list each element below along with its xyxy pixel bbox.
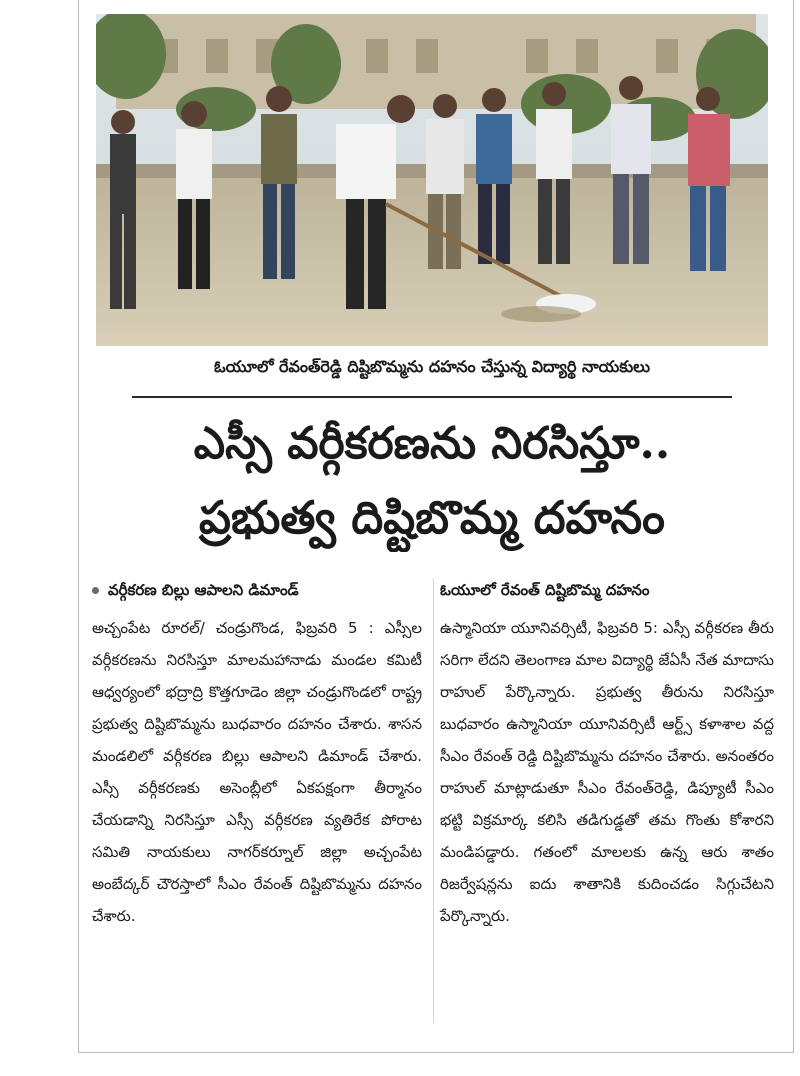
protest-photo xyxy=(96,14,768,346)
left-subhead xyxy=(92,578,422,602)
left-subhead-text: వర్గీకరణ బిల్లు ఆపాలని డిమాండ్ xyxy=(108,581,299,599)
bullet-icon xyxy=(92,587,99,594)
right-subhead: ఓయూలో రేవంత్ దిష్టిబొమ్మ దహనం xyxy=(440,581,650,599)
column-divider xyxy=(433,578,434,1023)
right-article-body: ఉస్మానియా యూనివర్సిటీ, ఫిబ్రవరి 5: ఎస్సీ వర్గీకరణ తీరు సరిగా లేదని తెలంగాణ మాల విద్యార్థి జేఏసీ నేత మాదాసు రాహుల్ పేర్కొన్నారు. ప్రభుత్వ తీరును నిరసిస్తూ బుధవారం ఉస్మానియా యూనివర్సిటీ ఆర్ట్స్ కళాశాల వద్ద సీఎం రేవంత్ రెడ్డి దిష్టిబొమ్మను దహనం చేశారు. అనంతరం రాహుల్ మాట్లాడుతూ సీఎం రేవంత్‌రెడ్డి, డిప్యూటీ సీఎం భట్టి విక్రమార్క కలిసి తడిగుడ్డతో తమ గొంతు కోశారని మండిపడ్డారు. గతంలో మాలలకు ఉన్న ఆరు శాతం రిజర్వేషన్లను ఐదు శాతానికి కుదించడం సిగ్గుచేటని పేర్కొన్నారు. xyxy=(440,619,774,925)
right-article xyxy=(440,578,774,932)
photo-caption: ఓయూలో రేవంత్‌రెడ్డి దిష్టిబొమ్మను దహనం చేస్తున్న విద్యార్థి నాయకులు xyxy=(214,357,650,376)
headline-line-1: ఎస్సీ వర్గీకరణను నిరసిస్తూ.. xyxy=(193,418,671,469)
left-article xyxy=(92,578,422,932)
protest-photo-illustration xyxy=(96,14,768,346)
left-article-body: అచ్చంపేట రూరల్/ చండ్రుగొండ, ఫిబ్రవరి 5 : ఎస్సీల వర్గీకరణను నిరసిస్తూ మాలమహానాడు మండల కమిటీ ఆధ్వర్యంలో భద్రాద్రి కొత్తగూడెం జిల్లా చండ్రుగొండలో రాష్ట్ర ప్రభుత్వ దిష్టిబొమ్మను బుధవారం దహనం చేశారు. శాసన మండలిలో వర్గీకరణ బిల్లు ఆపాలని డిమాండ్ చేశారు. ఎస్సీ వర్గీకరణకు అసెంబ్లీలో ఏకపక్షంగా తీర్మానం చేయడాన్ని నిరసిస్తూ ఎస్సీ వర్గీకరణ వ్యతిరేక పోరాట సమితి నాయకులు నాగర్‌కర్నూల్ జిల్లా అచ్చంపేట అంబేద్కర్ చౌరస్తాలో సీఎం రేవంత్ దిష్టిబొమ్మను దహనం చేశారు. xyxy=(92,619,422,925)
caption-divider xyxy=(132,396,732,398)
headline-line-2: ప్రభుత్వ దిష్టిబొమ్మ దహనం xyxy=(199,491,665,544)
